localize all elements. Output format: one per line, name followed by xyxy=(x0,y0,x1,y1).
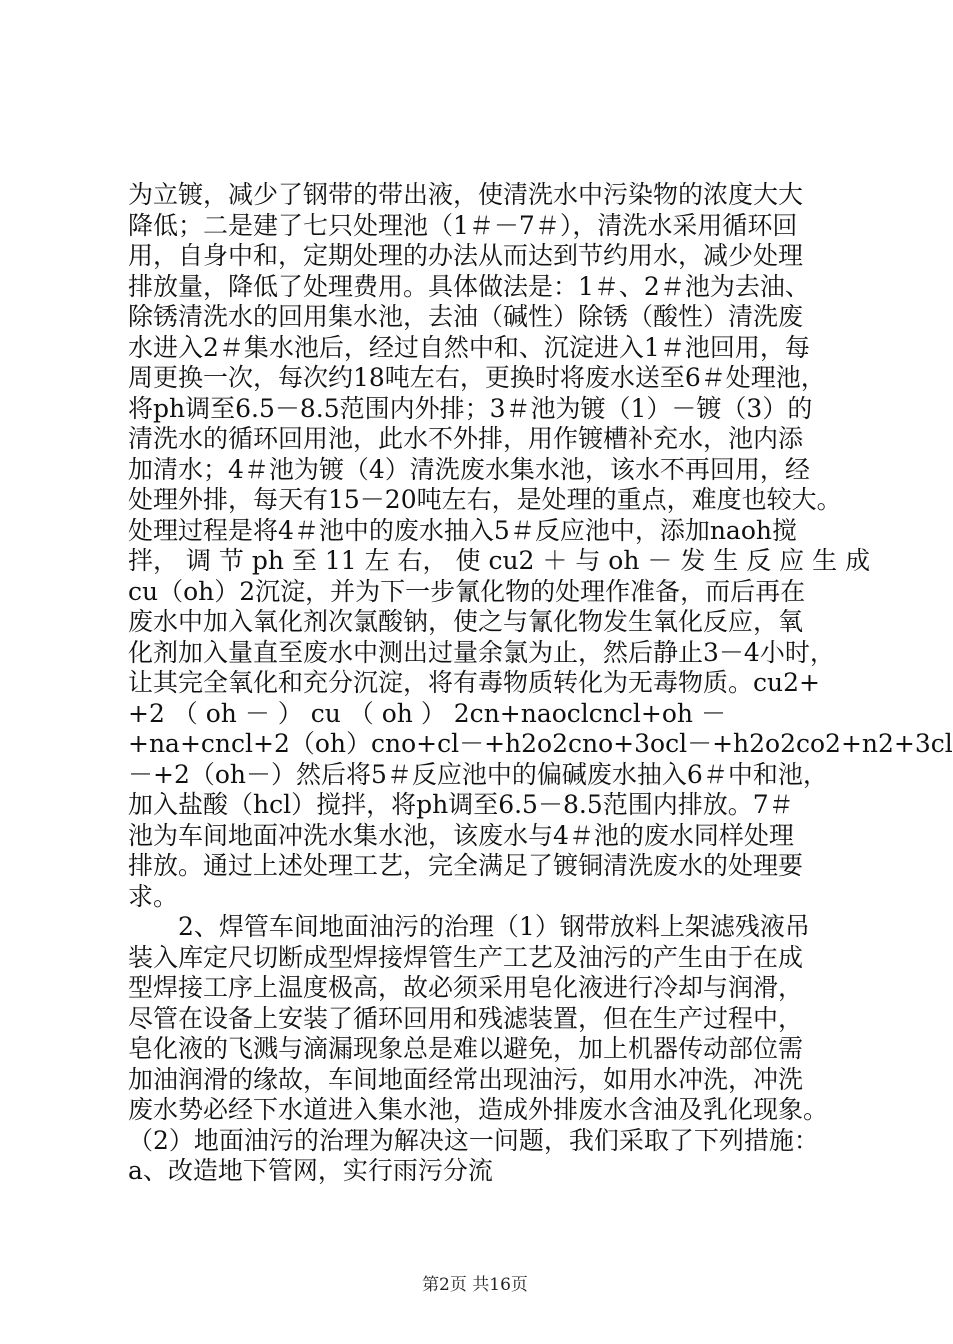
text-line: （2）地面油污的治理为解决这一问题，我们采取了下列措施： xyxy=(128,1125,819,1155)
page-number-footer: 第2页 共16页 xyxy=(422,1275,528,1295)
text-line: 处理外排，每天有15－20吨左右，是处理的重点，难度也较大。 xyxy=(128,485,842,514)
text-line: 废水势必经下水道进入集水池，造成外排废水含油及乳化现象。 xyxy=(128,1095,829,1124)
text-line: 拌， 调 节 ph 至 11 左 右， 使 cu2 ＋ 与 oh － 发 生 反 应 生 成 xyxy=(128,546,871,575)
text-line: +na+cncl+2（oh）cno+cl－+h2o2cno+3ocl－+h2o2co2+n2+3cl xyxy=(128,729,953,758)
text-line: 2、焊管车间地面油污的治理（1）钢带放料上架滤残液吊 xyxy=(128,912,810,941)
text-line: 周更换一次，每次约18吨左右，更换时将废水送至6＃处理池， xyxy=(128,363,826,392)
text-line: 废水中加入氧化剂次氯酸钠，使之与氰化物发生氧化反应，氧 xyxy=(128,607,804,636)
text-line: +2 （ oh － ） cu （ oh ） 2cn+naoclcncl+oh － xyxy=(128,698,726,728)
text-line: 加油润滑的缘故，车间地面经常出现油污，如用水冲洗，冲洗 xyxy=(128,1064,804,1094)
text-line: 让其完全氧化和充分沉淀，将有毒物质转化为无毒物质。cu2+ xyxy=(128,668,820,697)
text-line: 清洗水的循环回用池，此水不外排，用作镀槽补充水，池内添 xyxy=(128,424,804,453)
text-line: 排放量，降低了处理费用。具体做法是：1＃、2＃池为去油、 xyxy=(128,271,810,301)
text-line: 求。 xyxy=(128,881,179,911)
text-line: 型焊接工序上温度极高，故必须采用皂化液进行冷却与润滑， xyxy=(128,973,804,1002)
text-line: 降低；二是建了七只处理池（1＃－7＃），清洗水采用循环回 xyxy=(128,210,798,240)
text-line: 加清水；4＃池为镀（4）清洗废水集水池，该水不再回用，经 xyxy=(128,454,810,484)
text-line: 除锈清洗水的回用集水池，去油（碱性）除锈（酸性）清洗废 xyxy=(128,302,804,331)
text-line: a、改造地下管网，实行雨污分流 xyxy=(128,1156,493,1185)
body-text xyxy=(128,180,953,1187)
text-line: 尽管在设备上安装了循环回用和残滤装置，但在生产过程中， xyxy=(128,1003,804,1033)
text-line: cu（oh）2沉淀，并为下一步氰化物的处理作准备，而后再在 xyxy=(128,576,806,606)
text-line: 用，自身中和，定期处理的办法从而达到节约用水，减少处理 xyxy=(128,241,804,270)
text-line: 为立镀，减少了钢带的带出液，使清洗水中污染物的浓度大大 xyxy=(128,180,804,209)
text-line: 化剂加入量直至废水中测出过量余氯为止，然后静止3－4小时， xyxy=(128,637,835,667)
text-line: 皂化液的飞溅与滴漏现象总是难以避免，加上机器传动部位需 xyxy=(128,1034,804,1063)
text-line: 池为车间地面冲洗水集水池，该废水与4＃池的废水同样处理 xyxy=(128,820,794,850)
text-line: 装入库定尺切断成型焊接焊管生产工艺及油污的产生由于在成 xyxy=(128,942,804,972)
text-line: －+2（oh－）然后将5＃反应池中的偏碱废水抽入6＃中和池， xyxy=(128,759,828,789)
text-line: 处理过程是将4＃池中的废水抽入5＃反应池中，添加naoh搅 xyxy=(128,515,797,545)
text-line: 排放。通过上述处理工艺，完全满足了镀铜清洗废水的处理要 xyxy=(128,851,804,880)
text-line: 加入盐酸（hcl）搅拌，将ph调至6.5－8.5范围内排放。7＃ xyxy=(128,790,794,819)
text-line: 水进入2＃集水池后，经过自然中和、沉淀进入1＃池回用，每 xyxy=(128,332,810,362)
text-line: 将ph调至6.5－8.5范围内外排；3＃池为镀（1）－镀（3）的 xyxy=(128,393,813,423)
